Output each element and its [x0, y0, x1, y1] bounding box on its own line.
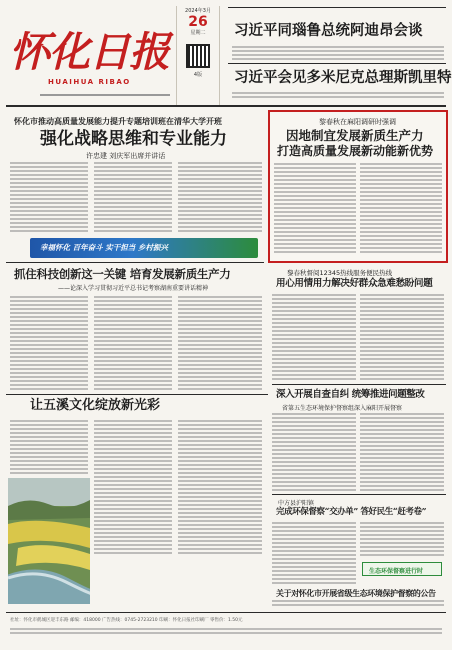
issue-date: 2024年3月 [185, 8, 211, 14]
top-news-headline-2: 习近平会见多米尼克总理斯凯里特 [234, 69, 452, 86]
notice-headline: 关于对怀化市开展省级生态环境保护督察的公告 [276, 588, 436, 598]
landscape-photo [8, 478, 90, 604]
top-rule [228, 7, 446, 8]
ecology-body-col-1 [272, 522, 356, 586]
slogan-banner [30, 238, 258, 258]
rectification-headline: 深入开展自查自纠 统筹推进问题整改 [276, 389, 425, 400]
hotline-body-col-2 [360, 294, 444, 382]
top-divider [228, 63, 446, 64]
lead-headline: 强化战略思维和专业能力 [40, 129, 227, 149]
section-rule-5 [6, 612, 446, 613]
footer-lines [10, 628, 442, 636]
masthead-title: 怀化日报 [9, 28, 169, 76]
culture-body-col-3 [178, 420, 262, 556]
ecology-kicker: 中方县沪阳镇 [278, 500, 315, 507]
issue-sheet: 4版 [193, 72, 203, 78]
top-news-body-1 [232, 46, 444, 62]
slogan-banner-text: 幸福怀化 百年奋斗 实干担当 乡村振兴 [40, 243, 168, 252]
lead-deck: 许忠建 刘庆军出席并讲话 [86, 152, 166, 160]
lead-body-col-2 [94, 162, 172, 234]
lead-body-col-3 [178, 162, 262, 234]
eco-supervision-tag [362, 562, 442, 576]
hotline-kicker: 黎春秋督阅12345热线服务便民热线 [287, 269, 393, 277]
feature-body-col-2 [94, 296, 172, 392]
culture-body-col-2 [94, 420, 172, 556]
notice-body [272, 600, 444, 608]
date-box [176, 6, 220, 106]
issue-day: 26 [188, 14, 208, 30]
rectification-body-col-2 [360, 413, 444, 493]
boxed-headline-2: 打造高质量发展新动能新优势 [277, 144, 434, 158]
ecology-body-col-2 [360, 522, 444, 558]
boxed-body-col-1 [274, 163, 356, 255]
ecology-headline: 完成环保督察“交办单” 答好民生“赶考卷” [276, 507, 427, 517]
qr-code-icon [186, 44, 210, 68]
culture-headline: 让五溪文化绽放新光彩 [30, 398, 161, 413]
feature-headline: 抓住科技创新这一关键 培育发展新质生产力 [14, 267, 231, 281]
lead-kicker: 怀化市推动高质量发展能力提升专题培训班在清华大学开班 [14, 117, 222, 126]
issue-weekday: 星期二 [190, 30, 206, 36]
boxed-headline-1: 因地制宜发展新质生产力 [286, 128, 424, 143]
section-rule-2 [6, 394, 268, 395]
hotline-body-col-1 [272, 294, 356, 382]
section-rule-3 [272, 384, 446, 385]
feature-body-col-3 [178, 296, 262, 392]
footer-text: 社址：怀化市鹤城区迎丰东路 邮编：418000 广告热线：0745-2723210 印刷：怀化日报社印刷厂 零售价：1.50元 [10, 618, 243, 623]
rectification-deck: 省第五生态环境保护督察组深入麻阳开展督察 [282, 405, 403, 412]
boxed-body-col-2 [360, 163, 442, 255]
rectification-body-col-1 [272, 413, 356, 493]
masthead-rule [6, 105, 446, 107]
hotline-headline: 用心用情用力解决好群众急难愁盼问题 [276, 278, 433, 289]
section-rule-1 [6, 262, 264, 263]
lead-body-col-1 [10, 162, 88, 234]
landscape-photo-image [8, 478, 90, 604]
masthead-pinyin: HUAIHUA RIBAO [48, 78, 131, 86]
boxed-kicker: 黎春秋在麻阳调研时强调 [319, 118, 396, 126]
feature-deck: ——论深入学习贯彻习近平总书记考察湖南重要讲话精神 [58, 285, 209, 292]
masthead-publisher [40, 92, 170, 98]
feature-body-col-1 [10, 296, 88, 392]
eco-supervision-tag-text: 生态环保督察进行时 [369, 568, 424, 575]
top-news-headline-1: 习近平同瑙鲁总统阿迪昂会谈 [234, 22, 423, 39]
culture-body-col-1 [10, 420, 88, 476]
section-rule-4 [272, 494, 446, 495]
top-news-body-2 [232, 92, 444, 100]
